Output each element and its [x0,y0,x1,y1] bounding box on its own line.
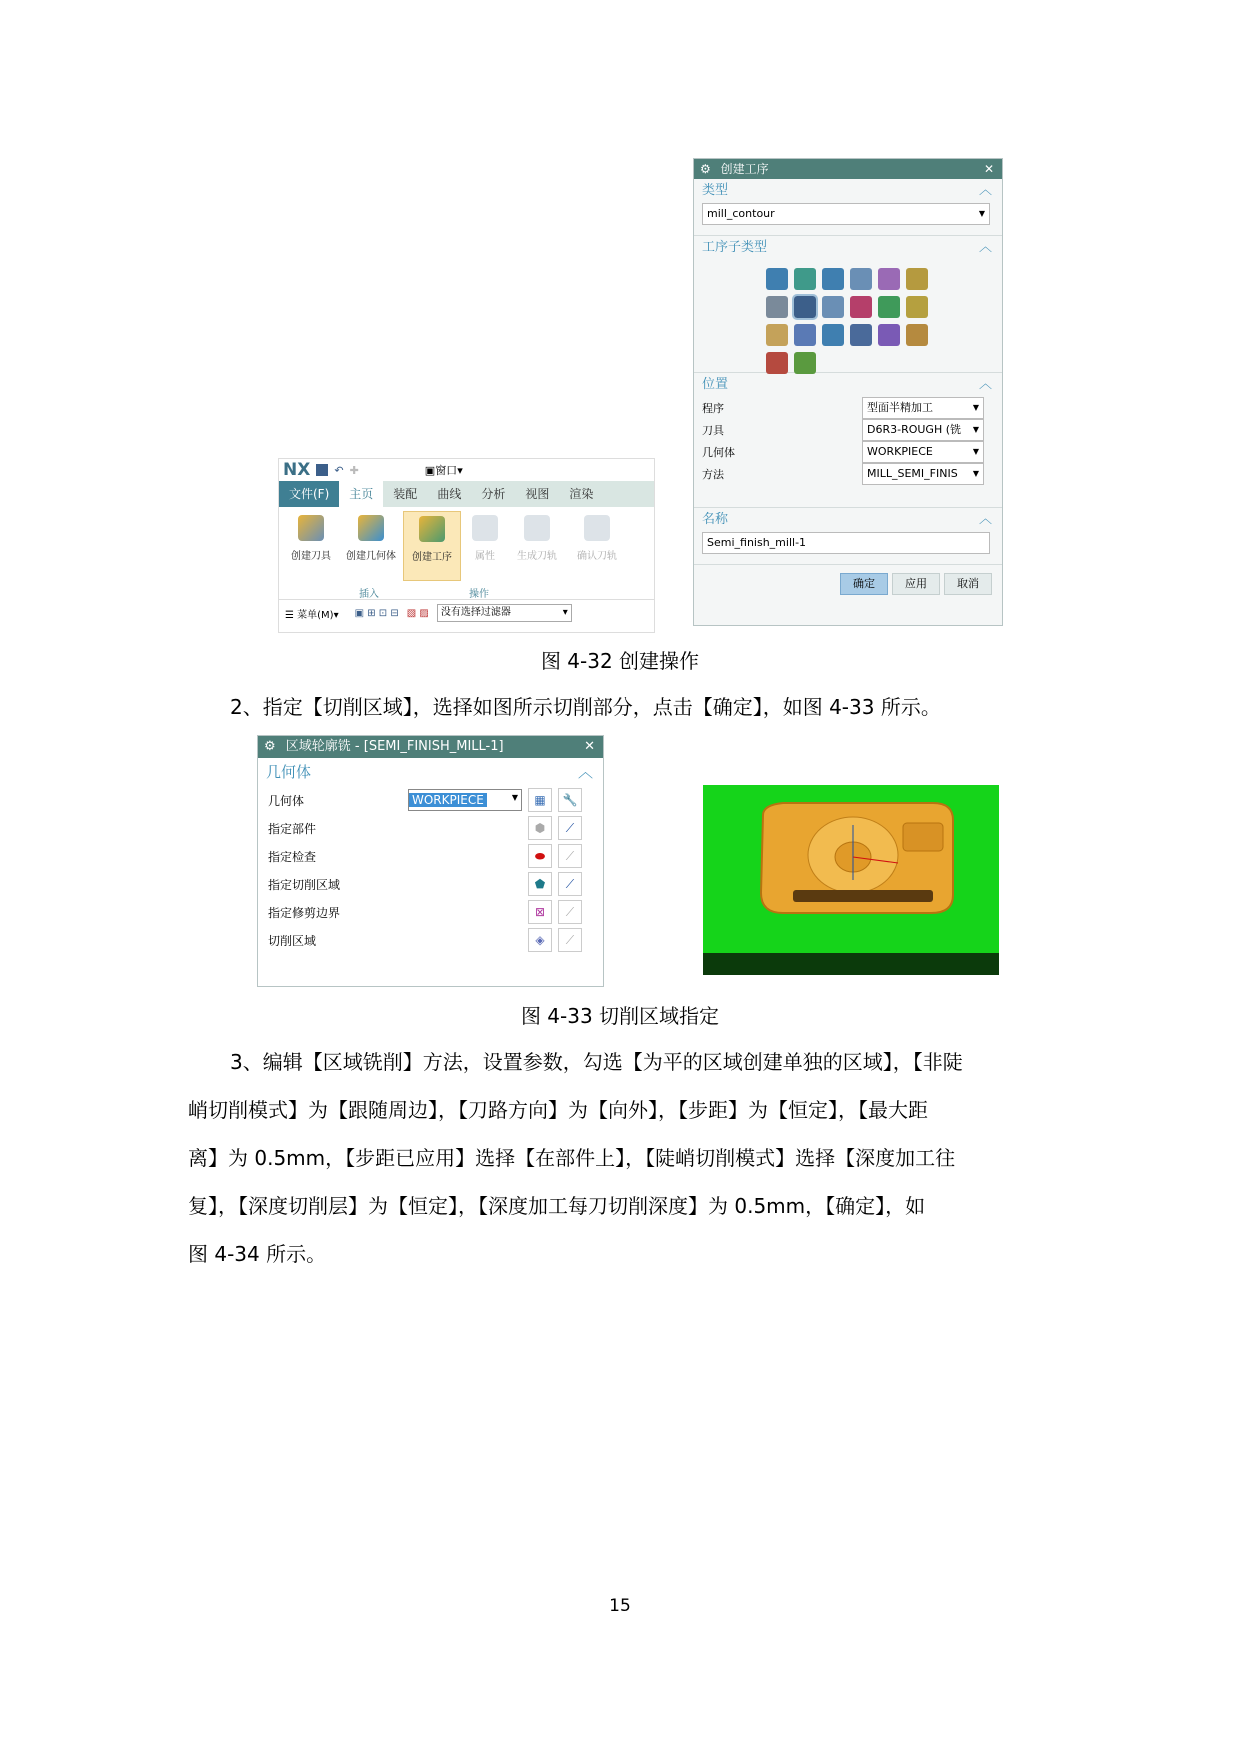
paragraph-line: 离】为 0.5mm，【步距已应用】选择【在部件上】，【陡峭切削模式】选择【深度加工往 [188,1146,956,1170]
save-icon[interactable] [316,464,328,476]
selection-bar [279,599,654,626]
tab-view[interactable]: 视图 [525,487,550,501]
subtype-icon[interactable] [794,324,816,346]
generate-toolpath-icon [524,515,550,541]
filter-dropdown[interactable]: 没有选择过滤器 ▾ [437,604,572,622]
selection-icons[interactable]: ▣ ⊞ ⊡ ⊟ [354,607,399,619]
program-dropdown[interactable]: 型面半精加工 ▼ [862,397,984,419]
geometry-section-header[interactable]: 几何体 ︿ [258,758,603,786]
program-row: 程序 型面半精加工 ▼ [694,397,1002,419]
part-icon[interactable]: ⬢ [528,816,552,840]
name-input[interactable]: Semi_finish_mill-1 [702,532,990,554]
gear-icon: ⚙ [264,739,276,754]
tab-render[interactable]: 渲染 [569,487,594,501]
trim-boundary-icon[interactable]: ⊠ [528,900,552,924]
gear-icon: ⚙ [700,162,711,176]
dialog-title-bar: ⚙ 创建工序 ✕ [694,159,1002,179]
geometry-dropdown[interactable]: WORKPIECE ▼ [862,441,984,463]
create-operation-dialog [693,158,1003,626]
collapse-icon[interactable]: ︿ [978,183,992,198]
subtype-icon-selected[interactable] [794,296,816,318]
subtype-icon[interactable] [878,296,900,318]
nx-ribbon-screenshot [278,458,655,633]
type-dropdown[interactable]: mill_contour ▼ [702,203,990,225]
undo-icon[interactable]: ↶ [334,463,344,477]
specify-trim-boundary-row: 指定修剪边界 ⊠ ⟋ [258,898,603,926]
type-section-header[interactable]: 类型 ︿ [694,179,1002,203]
specify-check-row: 指定检查 ⬬ ⟋ [258,842,603,870]
name-section-header[interactable]: 名称 ︿ [694,508,1002,532]
subtype-icon[interactable] [766,268,788,290]
ribbon-body [279,507,654,585]
subtype-icon[interactable] [822,268,844,290]
tab-file[interactable]: 文件(F) [279,481,339,507]
flashlight-icon[interactable]: ⟋ [558,872,582,896]
subtype-icon[interactable] [878,324,900,346]
tab-curve[interactable]: 曲线 [437,487,462,501]
geometry-dropdown[interactable]: WORKPIECE ▼ [408,789,522,811]
close-icon[interactable]: ✕ [983,162,994,176]
flashlight-icon[interactable]: ⟋ [558,900,582,924]
subtype-icon[interactable] [850,324,872,346]
check-geometry-icon[interactable]: ⬬ [528,844,552,868]
method-row: 方法 MILL_SEMI_FINIS ▼ [694,463,1002,485]
geometry-row: 几何体 WORKPIECE ▼ [694,441,1002,463]
ribbon-tabs [279,481,654,507]
tab-assembly[interactable]: 装配 [393,487,418,501]
paragraph-line: 3、编辑【区域铣削】方法，设置参数，勾选【为平的区域创建单独的区域】，【非陡 [230,1050,963,1074]
figure-caption-4-32: 图 4-32 创建操作 [540,649,700,673]
apply-button[interactable]: 应用 [892,573,940,595]
subtype-section [694,236,1002,373]
subtype-icon[interactable] [766,324,788,346]
subtype-icon[interactable] [794,352,816,374]
subtype-icon[interactable] [906,296,928,318]
subtype-icon[interactable] [822,296,844,318]
collapse-icon[interactable]: ︿ [978,377,992,392]
collapse-icon[interactable]: ︿ [577,763,593,781]
paragraph-line: 图 4-34 所示。 [188,1242,327,1266]
flashlight-icon[interactable]: ⟋ [558,928,582,952]
subtype-icon[interactable] [766,352,788,374]
type-section [694,179,1002,236]
subtype-icon[interactable] [906,268,928,290]
bottom-slot [793,890,933,902]
subtype-icon[interactable] [766,296,788,318]
tab-analysis[interactable]: 分析 [481,487,506,501]
viewfinder [903,823,943,851]
method-dropdown[interactable]: MILL_SEMI_FINIS ▼ [862,463,984,485]
verify-toolpath-icon [584,515,610,541]
tab-home[interactable]: 主页 [339,481,383,507]
group-operate-label: 操作 [469,589,489,600]
verify-toolpath-button[interactable]: 确认刀轨 [569,511,625,581]
subtype-section-header[interactable]: 工序子类型 ︿ [694,236,1002,260]
subtype-icon[interactable] [850,296,872,318]
menu-button[interactable]: ☰ 菜单(M)▾ [285,609,339,621]
part-3d-viewport[interactable] [703,785,999,975]
cut-area-icon[interactable]: ⬟ [528,872,552,896]
generate-toolpath-button[interactable]: 生成刀轨 [509,511,565,581]
create-operation-icon [419,516,445,542]
location-section [694,373,1002,508]
tool-dropdown[interactable]: D6R3-ROUGH (铣 ▼ [862,419,984,441]
redo-icon[interactable]: ✚ [349,463,359,477]
collapse-icon[interactable]: ︿ [978,512,992,527]
collapse-icon[interactable]: ︿ [978,240,992,255]
specify-cut-area-row: 指定切削区域 ⬟ ⟋ [258,870,603,898]
paragraph-step-3 [188,1038,1068,1278]
quick-access-toolbar [279,459,654,481]
group-insert-label: 插入 [359,589,379,600]
edit-wrench-icon[interactable]: 🔧 [558,788,582,812]
base-edge [703,953,999,975]
new-geometry-icon[interactable]: ▦ [528,788,552,812]
cancel-button[interactable]: 取消 [944,573,992,595]
chevron-down-icon: ▼ [978,209,985,218]
properties-icon [472,515,498,541]
paragraph-line: 峭切削模式】为【跟随周边】，【刀路方向】为【向外】，【步距】为【恒定】，【最大距 [188,1098,928,1122]
camera-housing-part [703,785,999,975]
filter-icons[interactable]: ▧ ▨ [406,607,429,619]
dialog-buttons [694,565,1002,603]
subtype-icon[interactable] [822,324,844,346]
subtype-icon[interactable] [878,268,900,290]
nx-logo: NX [283,460,311,480]
paragraph-line: 复】，【深度切削层】为【恒定】，【深度加工每刀切削深度】为 0.5mm，【确定】，如 [188,1194,926,1218]
ribbon-group-labels [279,585,654,599]
subtype-icon[interactable] [850,268,872,290]
window-menu[interactable]: ▣窗口▾ [424,464,463,477]
cut-area-row: 切削区域 ◈ ⟋ [258,926,603,954]
create-geometry-button[interactable]: 创建几何体 [343,511,399,581]
subtype-icon[interactable] [794,268,816,290]
tool-row: 刀具 D6R3-ROUGH (铣 ▼ [694,419,1002,441]
ok-button[interactable]: 确定 [840,573,888,595]
properties-button[interactable]: 属性 [465,511,505,581]
geometry-row: 几何体 WORKPIECE ▼ ▦ 🔧 [258,786,603,814]
area-contour-milling-dialog [257,735,604,987]
create-geometry-icon [358,515,384,541]
figure-caption-4-33: 图 4-33 切削区域指定 [520,1004,720,1028]
create-tool-button[interactable]: 创建刀具 [283,511,339,581]
paragraph-step-2: 2、指定【切削区域】，选择如图所示切削部分，点击【确定】，如图 4-33 所示。 [230,695,941,719]
create-operation-button[interactable]: 创建工序 [403,511,461,581]
cut-region-icon[interactable]: ◈ [528,928,552,952]
location-section-header[interactable]: 位置 ︿ [694,373,1002,397]
dialog-title-bar: ⚙ 区域轮廓铣 - [SEMI_FINISH_MILL-1] ✕ [258,736,603,758]
flashlight-icon[interactable]: ⟋ [558,816,582,840]
create-tool-icon [298,515,324,541]
flashlight-icon[interactable]: ⟋ [558,844,582,868]
name-section [694,508,1002,565]
page-number: 15 [609,1596,631,1616]
close-icon[interactable]: ✕ [584,739,595,754]
specify-part-row: 指定部件 ⬢ ⟋ [258,814,603,842]
subtype-icon[interactable] [906,324,928,346]
subtype-icon-grid [694,260,1002,374]
